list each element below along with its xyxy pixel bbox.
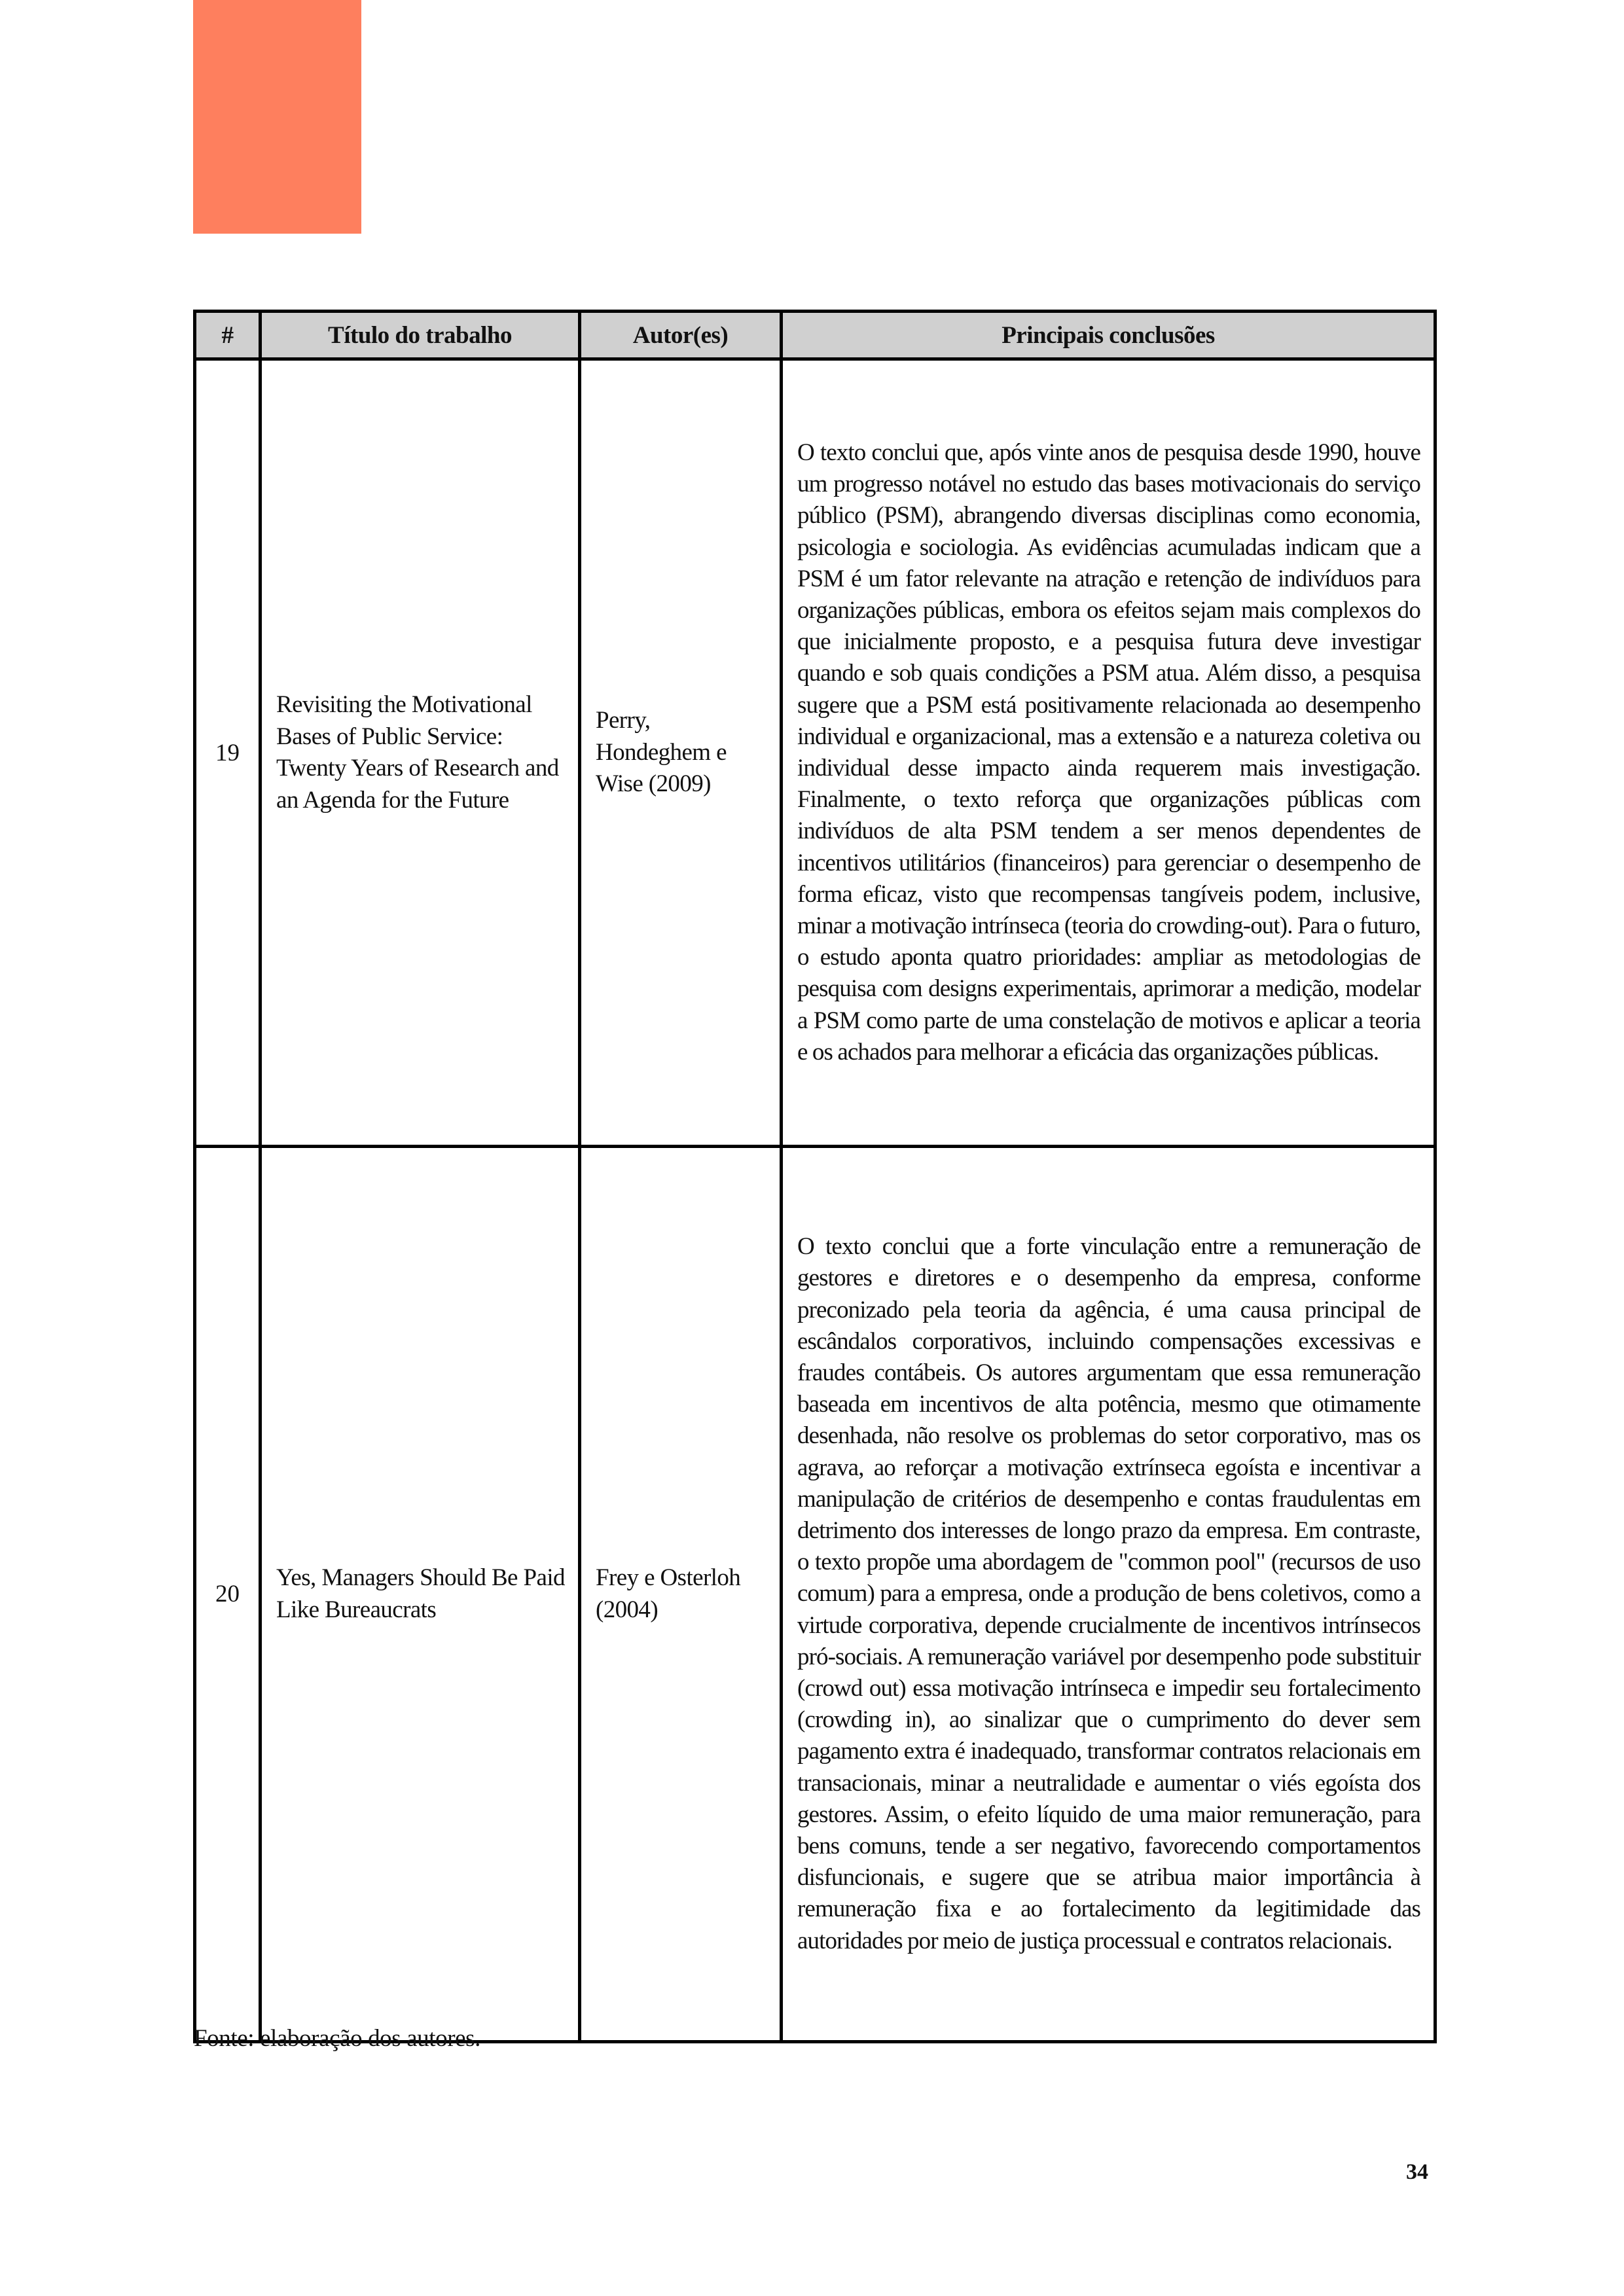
decorative-accent-block — [193, 0, 361, 234]
main-conclusions: O texto conclui que, após vinte anos de pesquisa desde 1990, houve um progresso notável no estudo das bases motivacionais do serviço público (PSM), abrangendo diversas disciplinas como economia, psicologia e sociologia. As evidências acumuladas indicam que a PSM é um fator relevante na atração e retenção de indivíduos para organizações públicas, embora os efeitos sejam mais complexos do que inicialmente proposto, e a pesquisa futura deve investigar quando e sob quais condições a PSM atua. Além disso, a pesquisa sugere que a PSM está positivamente relacionada ao desempenho individual e organizacional, mas a extensão e a natureza coletiva ou individual desse impacto ainda requerem mais investigação. Finalmente, o texto reforça que organizações públicas com indivíduos de alta PSM tendem a ser menos dependentes de incentivos utilitários (financeiros) para gerenciar o desempenho de forma eficaz, visto que recompensas tangíveis podem, inclusive, minar a motivação intrínseca (teoria do crowding-out). Para o futuro, o estudo aponta quatro prioridades: ampliar as metodologias de pesquisa com designs experimentais, aprimorar a medição, modelar a PSM como parte de uma constelação de motivos e aplicar a teoria e os achados para melhorar a eficácia das organizações públicas. — [782, 359, 1435, 1147]
page-number: 34 — [1406, 2160, 1428, 2184]
header-number: # — [195, 312, 261, 359]
row-number: 19 — [195, 359, 261, 1147]
work-authors: Frey e Osterloh (2004) — [580, 1147, 782, 2042]
table-header-row — [195, 312, 1435, 359]
header-title: Título do trabalho — [261, 312, 580, 359]
table-row — [195, 1147, 1435, 2042]
literature-summary-table-container — [193, 310, 1434, 2043]
row-number: 20 — [195, 1147, 261, 2042]
table-source-note: Fonte: elaboração dos autores. — [194, 2025, 481, 2052]
header-authors: Autor(es) — [580, 312, 782, 359]
work-title: Revisiting the Motivational Bases of Public Service: Twenty Years of Research and an Agenda for the Future — [261, 359, 580, 1147]
literature-summary-table — [193, 310, 1437, 2043]
table-row — [195, 359, 1435, 1147]
main-conclusions: O texto conclui que a forte vinculação entre a remuneração de gestores e diretores e o desempenho da empresa, conforme preconizado pela teoria da agência, é uma causa principal de escândalos corporativos, incluindo compensações excessivas e fraudes contábeis. Os autores argumentam que essa remuneração baseada em incentivos de alta potência, mesmo que otimamente desenhada, não resolve os problemas do setor corporativo, mas os agrava, ao reforçar a motivação extrínseca egoísta e incentivar a manipulação de critérios de desempenho e contas fraudulentas em detrimento dos interesses de longo prazo da empresa. Em contraste, o texto propõe uma abordagem de "common pool" (recursos de uso comum) para a empresa, onde a produção de bens coletivos, como a virtude corporativa, depende crucialmente de incentivos intrínsecos pró-sociais. A remuneração variável por desempenho pode substituir (crowd out) essa motivação intrínseca e impedir seu fortalecimento (crowding in), ao sinalizar que o cumprimento do dever sem pagamento extra é inadequado, transformar contratos relacionais em transacionais, minar a neutralidade e aumentar o viés egoísta dos gestores. Assim, o efeito líquido de uma maior remuneração, para bens comuns, tende a ser negativo, favorecendo comportamentos disfuncionais, e sugere que se atribua maior importância à remuneração fixa e ao fortalecimento da legitimidade das autoridades por meio de justiça processual e contratos relacionais. — [782, 1147, 1435, 2042]
work-title: Yes, Managers Should Be Paid Like Bureaucrats — [261, 1147, 580, 2042]
work-authors: Perry, Hondeghem e Wise (2009) — [580, 359, 782, 1147]
header-conclusions: Principais conclusões — [782, 312, 1435, 359]
